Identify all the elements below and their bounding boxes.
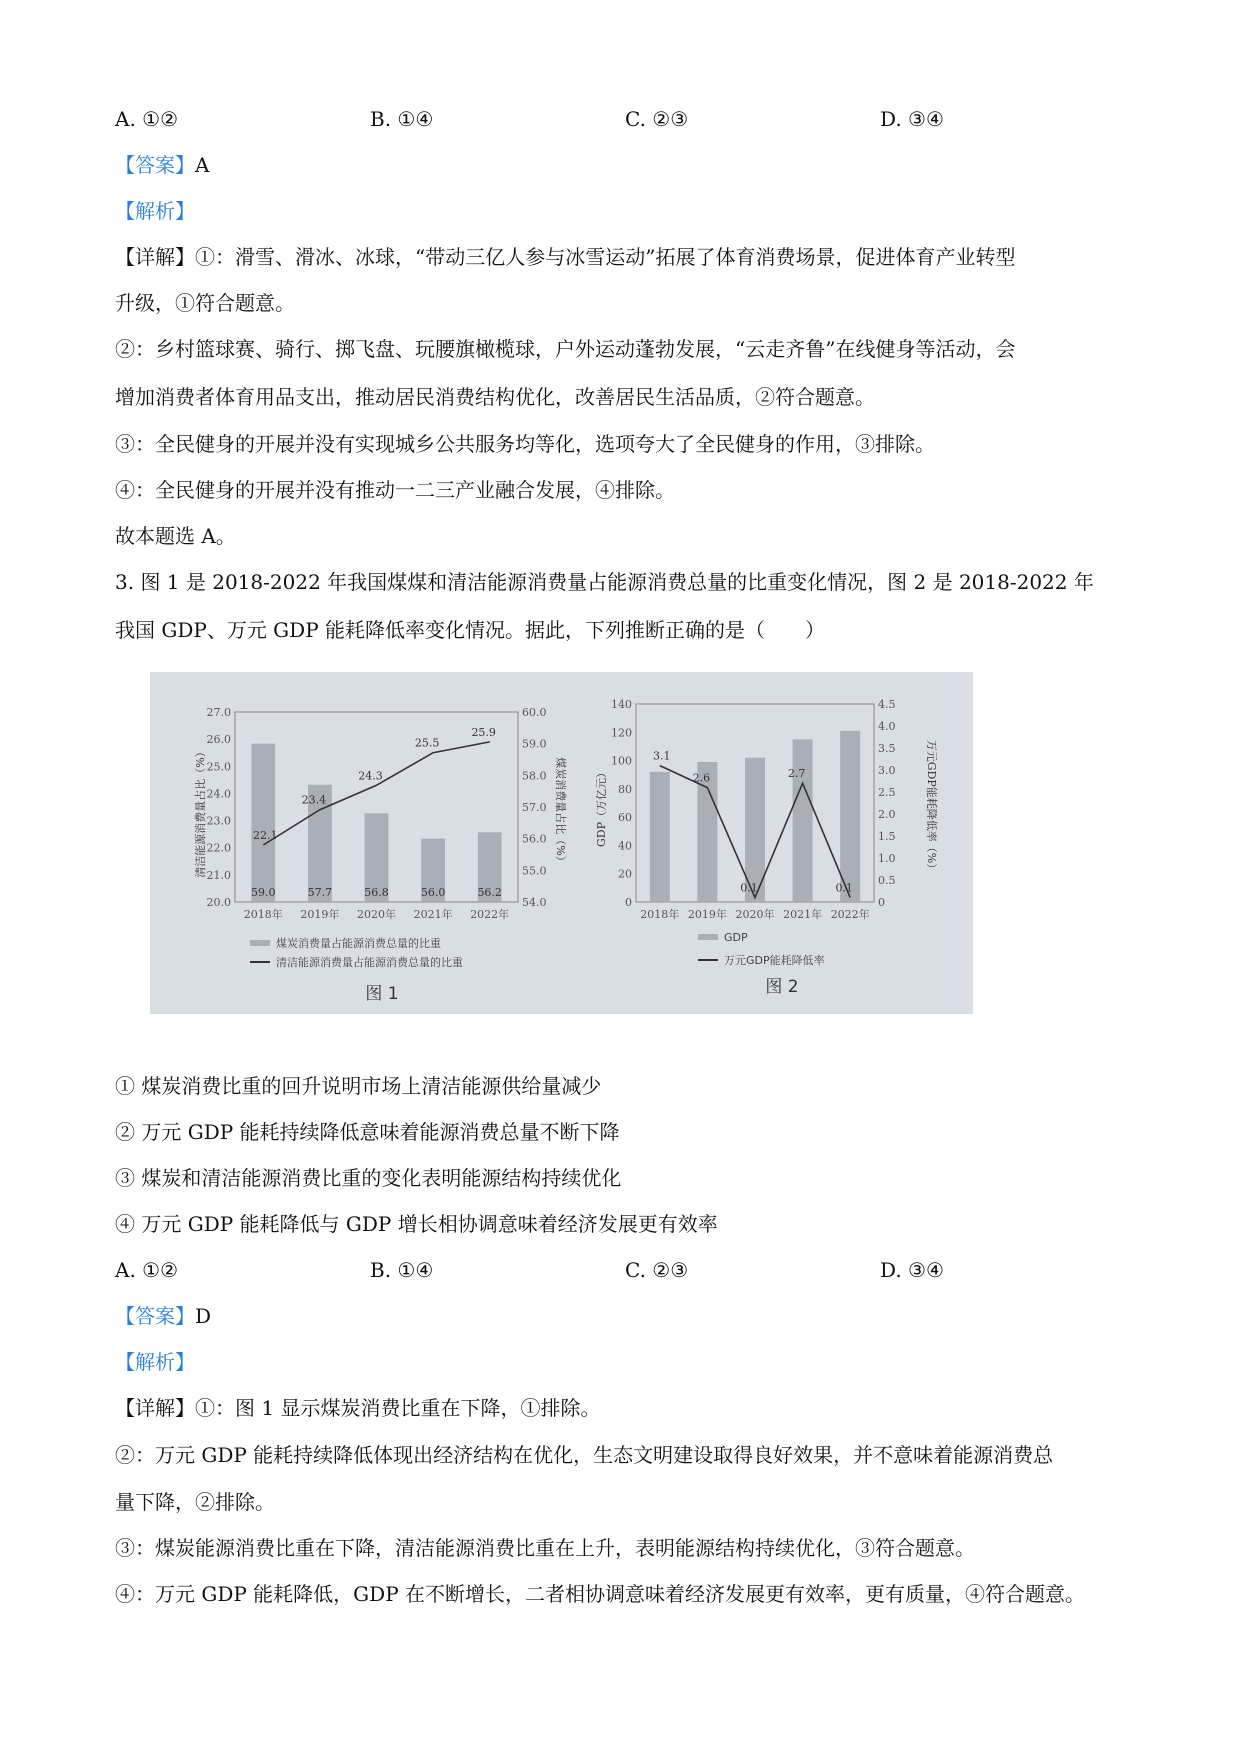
chart2-caption: 图 2 (765, 977, 799, 997)
chart1-right-ylabel: 煤炭消费量占比（%） (554, 757, 567, 867)
charts-svg (150, 672, 973, 1014)
category-label: 2021年 (783, 908, 823, 921)
right-tick-label: 59.0 (522, 737, 547, 751)
chart2-legend-bar-swatch (698, 934, 718, 940)
q2-answer (115, 151, 209, 179)
right-tick-label: 4.5 (878, 698, 896, 711)
chart1-left-ylabel: 清洁能源消费量占比（%） (194, 746, 207, 878)
line-value-label: 25.5 (414, 736, 440, 750)
q2-detail-line-1 (115, 243, 1015, 271)
category-label: 2020年 (357, 908, 396, 921)
detail-text: ①：图 1 显示煤炭消费比重在下降，①排除。 (195, 1396, 601, 1420)
q3-detail-line-2: ②：万元 GDP 能耗持续降低体现出经济结构在优化，生态文明建设取得良好效果，并不意味着能源消费总 (115, 1443, 1054, 1467)
q3-statement-1: ① 煤炭消费比重的回升说明市场上清洁能源供给量减少 (115, 1074, 602, 1098)
left-tick-label: 120 (611, 726, 632, 740)
answer-value: A (195, 153, 210, 177)
q3-option-d: D. ③④ (880, 1258, 944, 1282)
chart2-legend-bar: GDP (724, 931, 748, 944)
chart1-legend-bar: 煤炭消费量占能源消费总量的比重 (276, 937, 441, 950)
left-tick-label: 80 (618, 782, 632, 796)
line-value-label: 0.1 (740, 881, 758, 895)
bar-value-label: 56.2 (477, 886, 502, 899)
q3-detail-line-3: 量下降，②排除。 (115, 1490, 275, 1514)
left-tick-label: 0 (625, 896, 632, 909)
q2-detail-line-3: ②：乡村篮球赛、骑行、掷飞盘、玩腰旗橄榄球，户外运动蓬勃发展，“云走齐鲁”在线健身等活动，会 (115, 337, 1016, 361)
right-tick-label: 2.0 (878, 808, 896, 821)
q2-analysis-label: 【解析】 (115, 199, 195, 223)
right-tick-label: 1.5 (878, 830, 896, 843)
line-value-label: 23.4 (301, 793, 327, 807)
bar-value-label: 59.0 (251, 886, 276, 899)
q3-answer (115, 1302, 211, 1330)
line-value-label: 3.1 (653, 749, 671, 763)
right-tick-label: 54.0 (522, 896, 547, 909)
q3-analysis-label: 【解析】 (115, 1350, 195, 1374)
right-tick-label: 1.0 (878, 852, 896, 865)
q3-detail-line-4: ③：煤炭能源消费比重在下降，清洁能源消费比重在上升，表明能源结构持续优化，③符合题意。 (115, 1536, 975, 1560)
category-label: 2019年 (687, 908, 727, 921)
left-tick-label: 40 (618, 839, 632, 853)
chart2-legend-line: 万元GDP能耗降低率 (724, 954, 825, 967)
left-tick-label: 26.0 (206, 733, 231, 747)
right-tick-label: 2.5 (878, 786, 896, 799)
q3-option-b: B. ①④ (370, 1258, 434, 1282)
prev-option-a: A. ①② (115, 107, 179, 131)
right-tick-label: 55.0 (522, 864, 547, 878)
prev-option-d: D. ③④ (880, 107, 944, 131)
category-label: 2020年 (735, 908, 775, 921)
q3-figure (150, 672, 973, 1014)
category-label: 2021年 (413, 908, 453, 921)
bar (793, 739, 813, 902)
q3-statement-2: ② 万元 GDP 能耗持续降低意味着能源消费总量不断下降 (115, 1120, 620, 1144)
q3-stem-line-1: 3. 图 1 是 2018-2022 年我国煤煤和清洁能源消费量占能源消费总量的比重变化情况，图 2 是 2018-2022 年 (115, 570, 1094, 594)
chart2-left-ylabel: GDP（万亿元） (595, 766, 608, 848)
right-tick-label: 60.0 (522, 706, 547, 719)
q2-detail-line-2: 升级，①符合题意。 (115, 291, 295, 315)
right-tick-label: 56.0 (522, 832, 547, 846)
category-label: 2019年 (300, 908, 340, 921)
left-tick-label: 21.0 (206, 868, 231, 882)
line-value-label: 25.9 (471, 725, 496, 739)
q3-option-c: C. ②③ (625, 1258, 689, 1282)
bar (840, 731, 860, 902)
left-tick-label: 25.0 (206, 760, 231, 774)
bar-value-label: 56.8 (364, 886, 389, 899)
q2-detail-line-4: 增加消费者体育用品支出，推动居民消费结构优化，改善居民生活品质，②符合题意。 (115, 385, 875, 409)
right-tick-label: 58.0 (522, 769, 547, 783)
prev-option-c: C. ②③ (625, 107, 689, 131)
bar (650, 772, 670, 902)
category-label: 2018年 (243, 908, 283, 921)
line-value-label: 2.7 (787, 767, 806, 781)
q3-option-a: A. ①② (115, 1258, 179, 1282)
left-tick-label: 23.0 (206, 814, 231, 828)
q3-stem-line-2: 我国 GDP、万元 GDP 能耗降低率变化情况。据此，下列推断正确的是（ ） (115, 618, 826, 642)
left-tick-label: 27.0 (206, 706, 231, 719)
detail-label: 【详解】 (115, 245, 195, 269)
line-value-label: 0.1 (835, 881, 853, 895)
bar-value-label: 57.7 (307, 886, 333, 899)
answer-label: 【答案】 (115, 153, 195, 177)
right-tick-label: 3.0 (878, 764, 896, 777)
category-label: 2022年 (470, 908, 510, 921)
left-tick-label: 60 (618, 811, 632, 825)
answer-value: D (195, 1304, 212, 1328)
left-tick-label: 24.0 (206, 787, 231, 801)
line-value-label: 2.6 (692, 771, 711, 785)
left-tick-label: 140 (611, 698, 632, 711)
q3-detail-line-1 (115, 1394, 600, 1422)
line-value-label: 22.1 (253, 829, 278, 842)
detail-text: ①：滑雪、滑冰、冰球，“带动三亿人参与冰雪运动”拓展了体育消费场景，促进体育产业转型 (195, 245, 1016, 269)
chart1-caption: 图 1 (365, 984, 399, 1004)
category-label: 2018年 (640, 908, 680, 921)
right-tick-label: 4.0 (878, 720, 896, 733)
right-tick-label: 57.0 (522, 801, 547, 814)
right-tick-label: 0.5 (878, 874, 896, 887)
left-tick-label: 22.0 (206, 841, 231, 855)
right-tick-label: 0 (878, 896, 885, 909)
category-label: 2022年 (830, 908, 870, 921)
bar (251, 744, 278, 902)
left-tick-label: 100 (611, 754, 632, 768)
left-tick-label: 20.0 (206, 896, 231, 909)
q2-detail-line-6: ④：全民健身的开展并没有推动一二三产业融合发展，④排除。 (115, 478, 675, 502)
chart1-legend-bar-swatch (250, 940, 270, 946)
chart1-legend-line: 清洁能源消费量占能源消费总量的比重 (276, 956, 463, 969)
chart2-right-ylabel: 万元GDP能耗降低率（%） (925, 739, 938, 875)
q3-detail-line-5: ④：万元 GDP 能耗降低，GDP 在不断增长，二者相协调意味着经济发展更有效率，更有质量，④符合题意。 (115, 1582, 1086, 1606)
q2-conclusion: 故本题选 A。 (115, 524, 236, 548)
line-value-label: 24.3 (358, 769, 383, 783)
left-tick-label: 20 (618, 867, 632, 881)
q3-statement-3: ③ 煤炭和清洁能源消费比重的变化表明能源结构持续优化 (115, 1166, 622, 1190)
right-tick-label: 3.5 (878, 742, 896, 755)
answer-label: 【答案】 (115, 1304, 195, 1328)
q3-statement-4: ④ 万元 GDP 能耗降低与 GDP 增长相协调意味着经济发展更有效率 (115, 1212, 718, 1236)
q2-detail-line-5: ③：全民健身的开展并没有实现城乡公共服务均等化，选项夸大了全民健身的作用，③排除。 (115, 432, 935, 456)
prev-option-b: B. ①④ (370, 107, 434, 131)
bar-value-label: 56.0 (420, 886, 446, 899)
detail-label: 【详解】 (115, 1396, 195, 1420)
